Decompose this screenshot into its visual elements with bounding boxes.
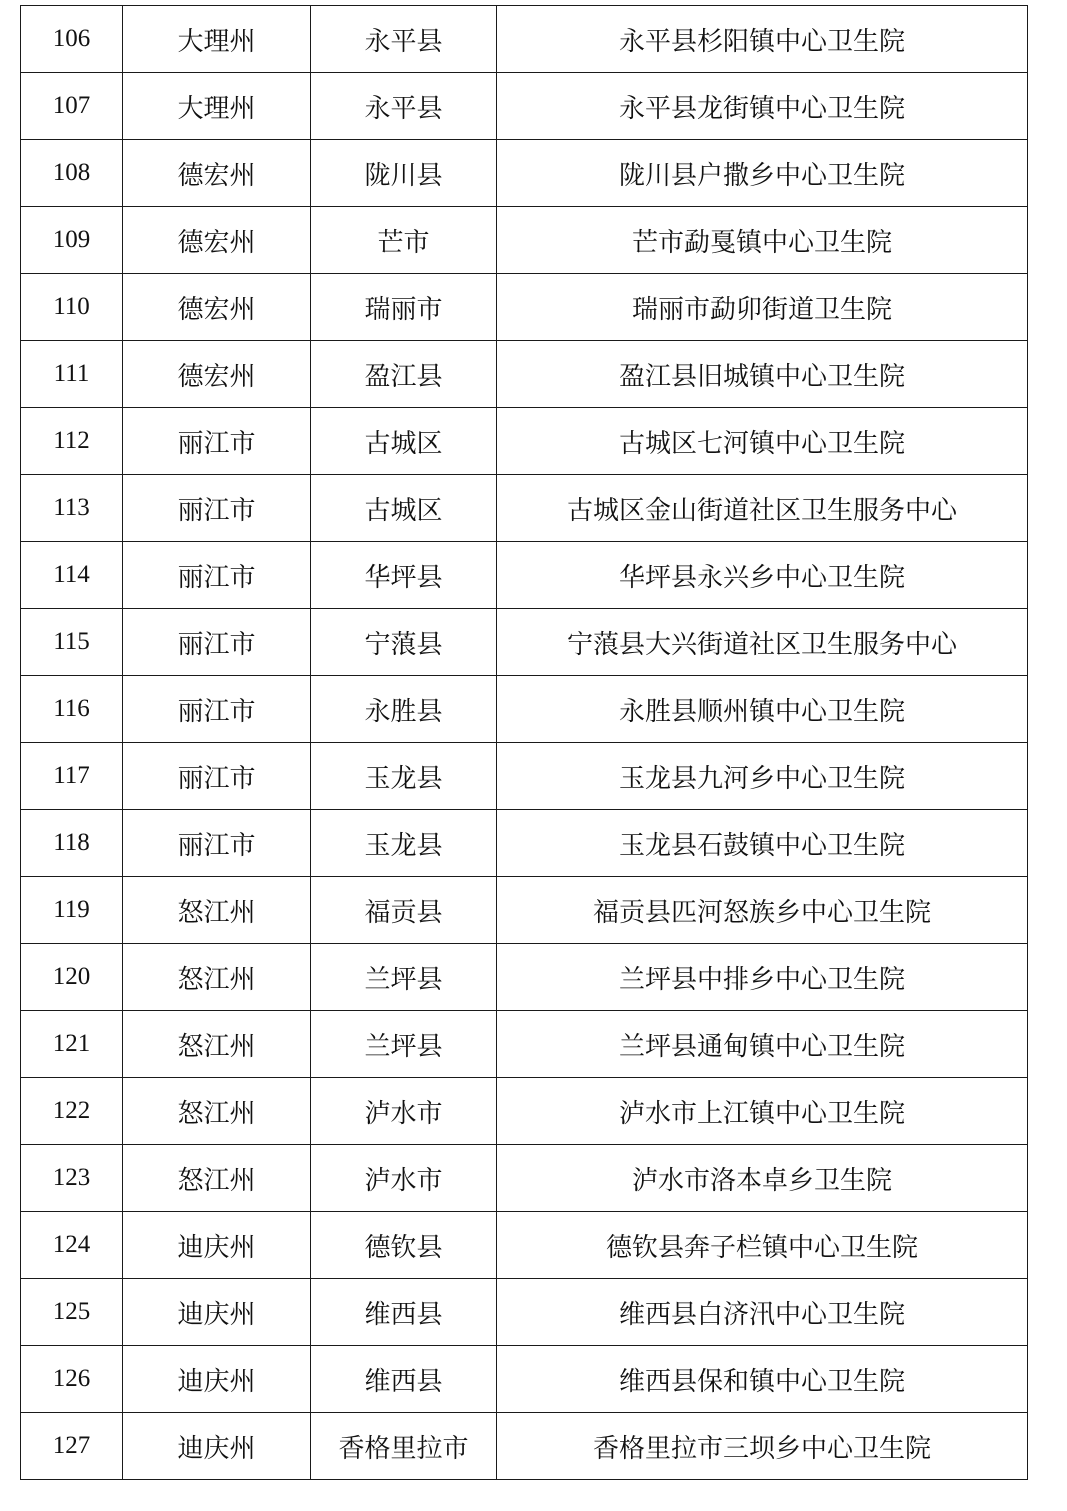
institution-cell: 泸水市上江镇中心卫生院 [497, 1078, 1028, 1145]
county-cell: 陇川县 [311, 140, 497, 207]
document-page [20, 5, 1027, 1480]
prefecture-cell: 怒江州 [123, 1011, 311, 1078]
table-row [21, 1279, 1028, 1346]
county-cell: 维西县 [311, 1279, 497, 1346]
row-number-cell: 108 [21, 140, 123, 207]
row-number-cell: 123 [21, 1145, 123, 1212]
prefecture-cell: 德宏州 [123, 341, 311, 408]
prefecture-cell: 怒江州 [123, 877, 311, 944]
prefecture-cell: 丽江市 [123, 609, 311, 676]
prefecture-cell: 怒江州 [123, 1145, 311, 1212]
table-row [21, 73, 1028, 140]
prefecture-cell: 怒江州 [123, 944, 311, 1011]
row-number-cell: 124 [21, 1212, 123, 1279]
institution-cell: 永胜县顺州镇中心卫生院 [497, 676, 1028, 743]
row-number-cell: 110 [21, 274, 123, 341]
county-cell: 永平县 [311, 73, 497, 140]
county-cell: 维西县 [311, 1346, 497, 1413]
table-row [21, 1078, 1028, 1145]
row-number-cell: 118 [21, 810, 123, 877]
institution-cell: 香格里拉市三坝乡中心卫生院 [497, 1413, 1028, 1480]
county-cell: 香格里拉市 [311, 1413, 497, 1480]
row-number-cell: 122 [21, 1078, 123, 1145]
institution-table [20, 5, 1028, 1480]
county-cell: 泸水市 [311, 1078, 497, 1145]
table-row [21, 1346, 1028, 1413]
table-row [21, 877, 1028, 944]
table-row [21, 140, 1028, 207]
prefecture-cell: 迪庆州 [123, 1212, 311, 1279]
table-row [21, 743, 1028, 810]
prefecture-cell: 丽江市 [123, 676, 311, 743]
prefecture-cell: 丽江市 [123, 743, 311, 810]
table-row [21, 1212, 1028, 1279]
institution-cell: 华坪县永兴乡中心卫生院 [497, 542, 1028, 609]
institution-cell: 泸水市洛本卓乡卫生院 [497, 1145, 1028, 1212]
prefecture-cell: 怒江州 [123, 1078, 311, 1145]
county-cell: 宁蒗县 [311, 609, 497, 676]
prefecture-cell: 丽江市 [123, 542, 311, 609]
county-cell: 古城区 [311, 408, 497, 475]
prefecture-cell: 丽江市 [123, 475, 311, 542]
prefecture-cell: 丽江市 [123, 408, 311, 475]
row-number-cell: 120 [21, 944, 123, 1011]
institution-cell: 兰坪县中排乡中心卫生院 [497, 944, 1028, 1011]
row-number-cell: 115 [21, 609, 123, 676]
institution-cell: 古城区金山街道社区卫生服务中心 [497, 475, 1028, 542]
institution-cell: 兰坪县通甸镇中心卫生院 [497, 1011, 1028, 1078]
row-number-cell: 106 [21, 6, 123, 73]
prefecture-cell: 丽江市 [123, 810, 311, 877]
row-number-cell: 119 [21, 877, 123, 944]
institution-cell: 古城区七河镇中心卫生院 [497, 408, 1028, 475]
row-number-cell: 117 [21, 743, 123, 810]
institution-cell: 宁蒗县大兴街道社区卫生服务中心 [497, 609, 1028, 676]
table-row [21, 1145, 1028, 1212]
row-number-cell: 107 [21, 73, 123, 140]
table-row [21, 341, 1028, 408]
table-row [21, 207, 1028, 274]
county-cell: 芒市 [311, 207, 497, 274]
table-row [21, 810, 1028, 877]
county-cell: 福贡县 [311, 877, 497, 944]
prefecture-cell: 德宏州 [123, 207, 311, 274]
institution-cell: 维西县保和镇中心卫生院 [497, 1346, 1028, 1413]
institution-cell: 芒市勐戛镇中心卫生院 [497, 207, 1028, 274]
table-row [21, 609, 1028, 676]
table-row [21, 944, 1028, 1011]
institution-cell: 盈江县旧城镇中心卫生院 [497, 341, 1028, 408]
county-cell: 永平县 [311, 6, 497, 73]
row-number-cell: 121 [21, 1011, 123, 1078]
table-row [21, 542, 1028, 609]
county-cell: 兰坪县 [311, 1011, 497, 1078]
table-body [21, 6, 1028, 1480]
prefecture-cell: 大理州 [123, 73, 311, 140]
row-number-cell: 114 [21, 542, 123, 609]
county-cell: 古城区 [311, 475, 497, 542]
prefecture-cell: 大理州 [123, 6, 311, 73]
row-number-cell: 116 [21, 676, 123, 743]
county-cell: 瑞丽市 [311, 274, 497, 341]
row-number-cell: 126 [21, 1346, 123, 1413]
prefecture-cell: 迪庆州 [123, 1413, 311, 1480]
institution-cell: 玉龙县石鼓镇中心卫生院 [497, 810, 1028, 877]
table-row [21, 1011, 1028, 1078]
institution-cell: 玉龙县九河乡中心卫生院 [497, 743, 1028, 810]
table-row [21, 1413, 1028, 1480]
prefecture-cell: 迪庆州 [123, 1346, 311, 1413]
county-cell: 玉龙县 [311, 810, 497, 877]
institution-cell: 永平县杉阳镇中心卫生院 [497, 6, 1028, 73]
county-cell: 玉龙县 [311, 743, 497, 810]
prefecture-cell: 德宏州 [123, 274, 311, 341]
table-row [21, 274, 1028, 341]
county-cell: 华坪县 [311, 542, 497, 609]
row-number-cell: 111 [21, 341, 123, 408]
county-cell: 兰坪县 [311, 944, 497, 1011]
table-row [21, 676, 1028, 743]
institution-cell: 陇川县户撒乡中心卫生院 [497, 140, 1028, 207]
row-number-cell: 127 [21, 1413, 123, 1480]
county-cell: 泸水市 [311, 1145, 497, 1212]
institution-cell: 永平县龙街镇中心卫生院 [497, 73, 1028, 140]
county-cell: 永胜县 [311, 676, 497, 743]
row-number-cell: 125 [21, 1279, 123, 1346]
row-number-cell: 109 [21, 207, 123, 274]
county-cell: 德钦县 [311, 1212, 497, 1279]
prefecture-cell: 迪庆州 [123, 1279, 311, 1346]
row-number-cell: 112 [21, 408, 123, 475]
table-row [21, 6, 1028, 73]
institution-cell: 瑞丽市勐卯街道卫生院 [497, 274, 1028, 341]
prefecture-cell: 德宏州 [123, 140, 311, 207]
county-cell: 盈江县 [311, 341, 497, 408]
institution-cell: 福贡县匹河怒族乡中心卫生院 [497, 877, 1028, 944]
table-row [21, 408, 1028, 475]
row-number-cell: 113 [21, 475, 123, 542]
institution-cell: 维西县白济汛中心卫生院 [497, 1279, 1028, 1346]
institution-cell: 德钦县奔子栏镇中心卫生院 [497, 1212, 1028, 1279]
table-row [21, 475, 1028, 542]
